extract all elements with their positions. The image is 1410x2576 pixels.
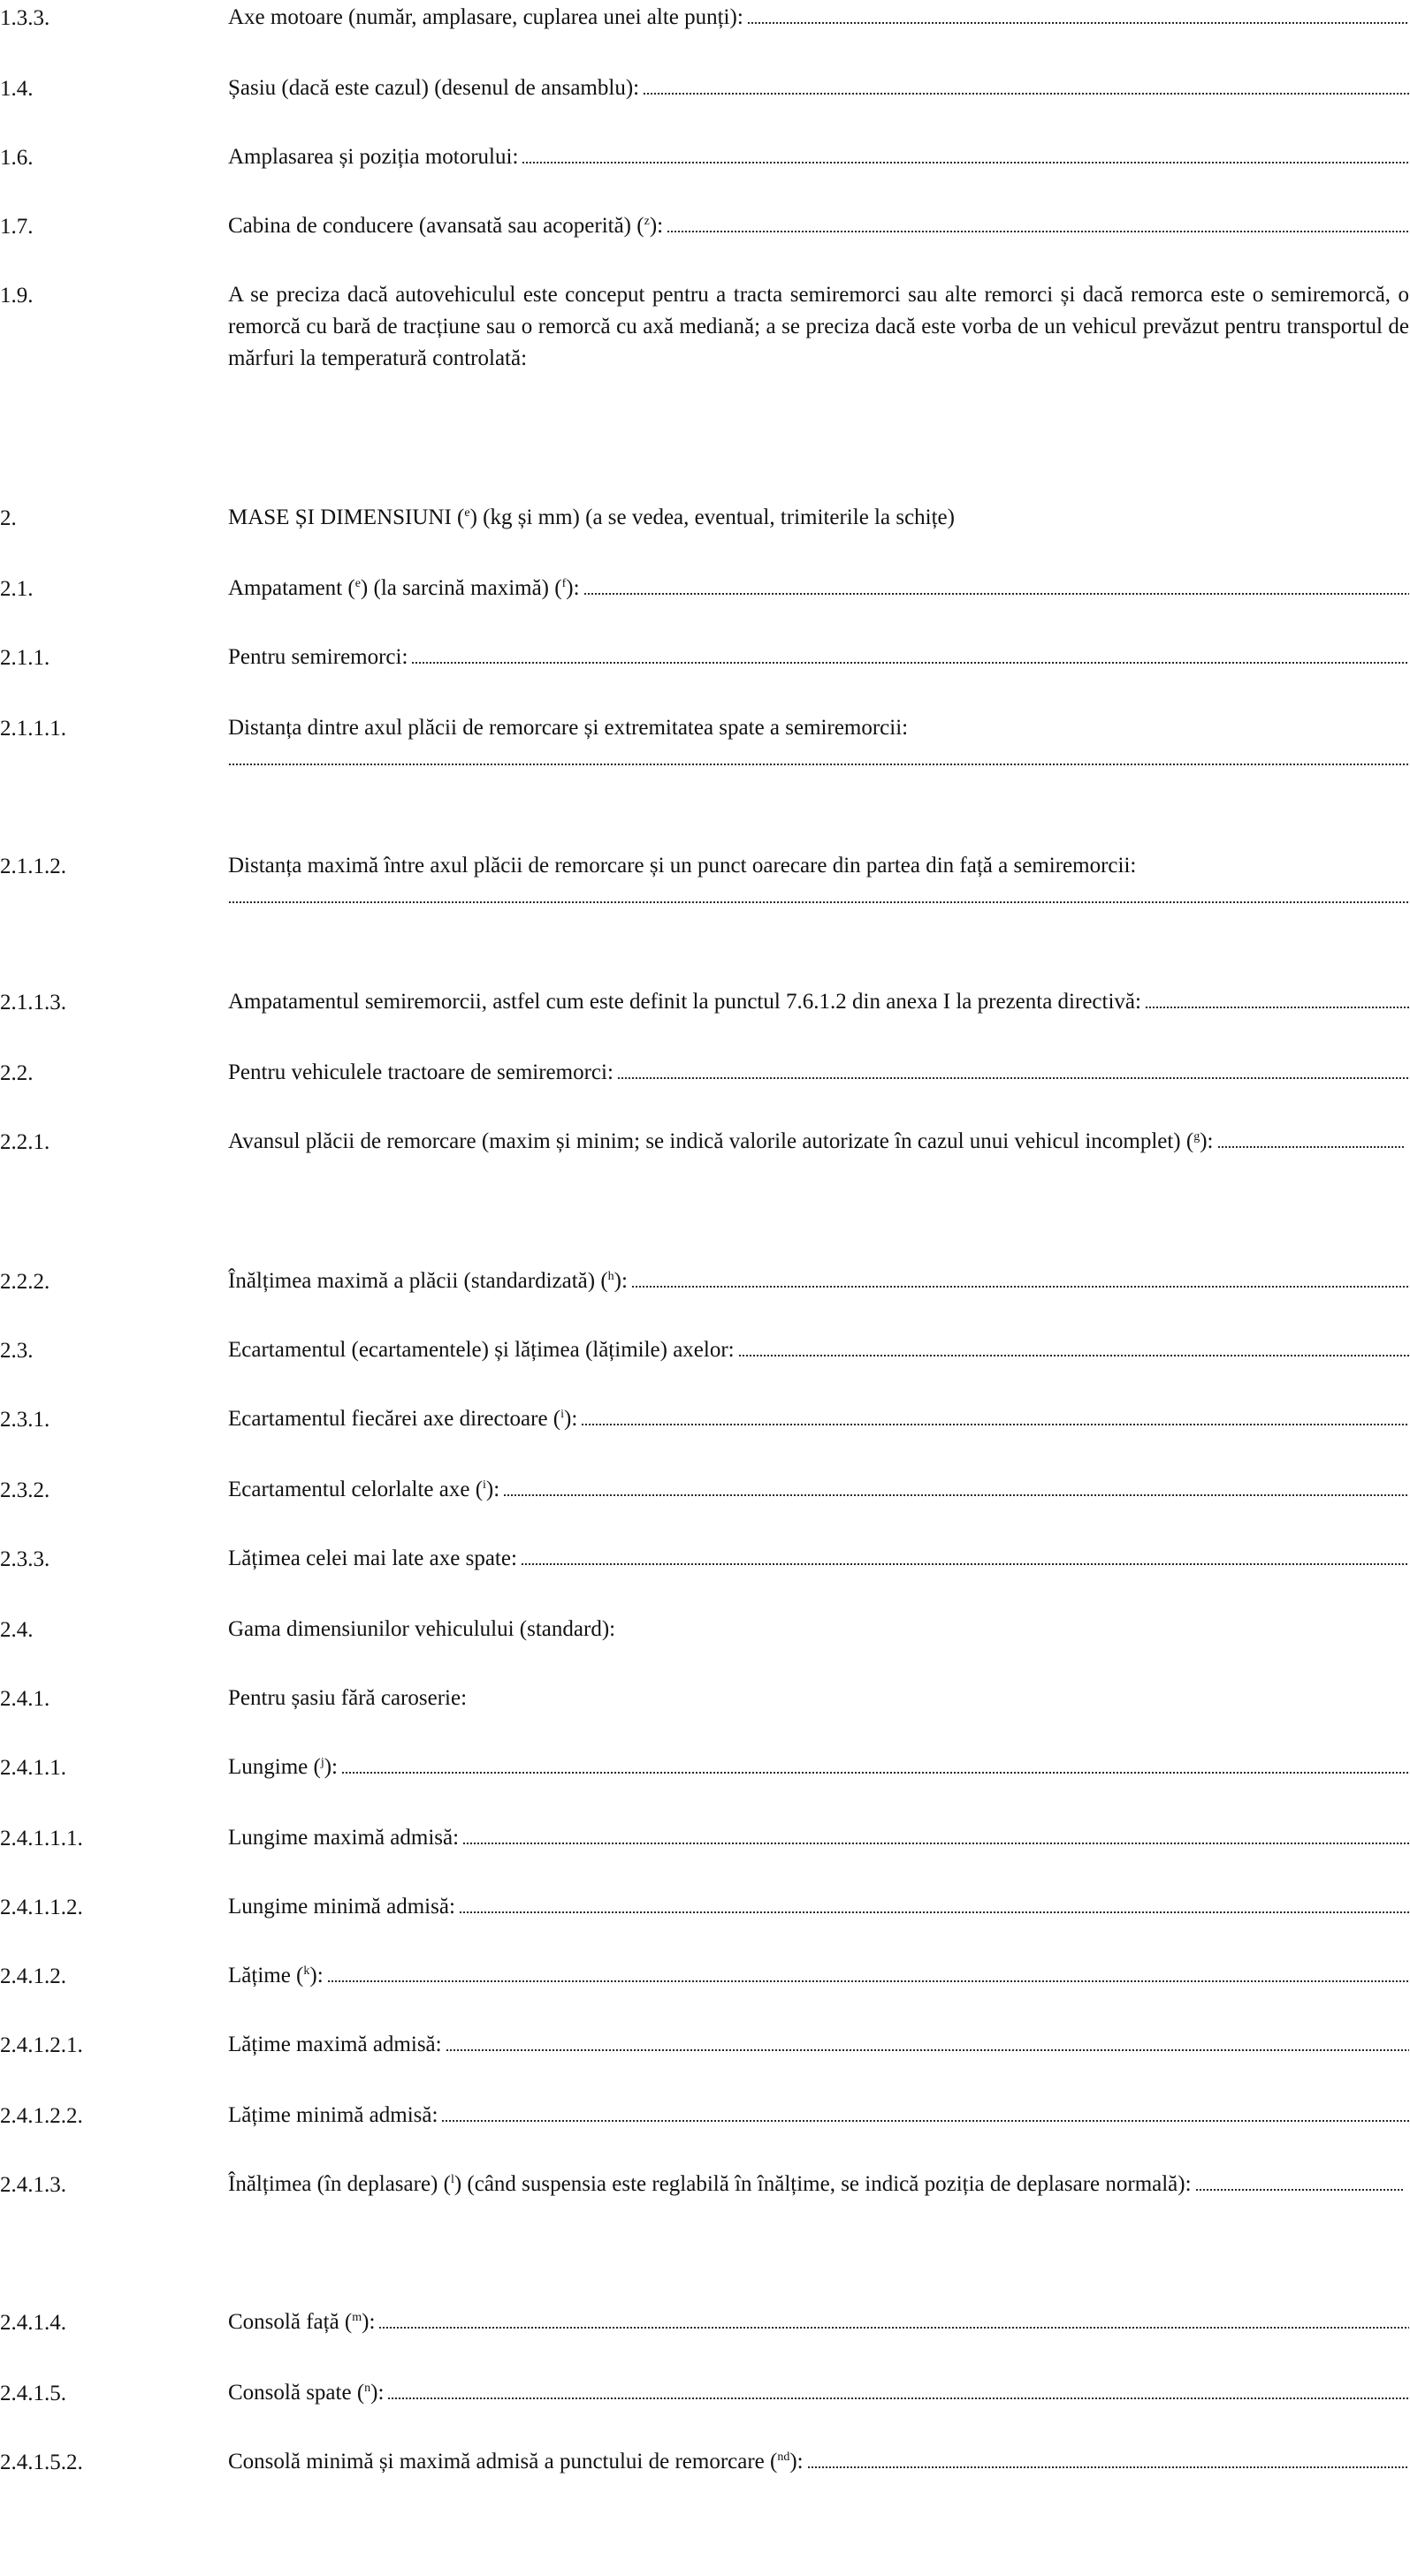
- footnote-ref: e: [464, 506, 470, 520]
- item-label: [228, 1614, 615, 1645]
- item-label: [228, 1403, 577, 1435]
- item-number: 2.4.1.3.: [0, 2173, 66, 2197]
- item-label: [228, 1543, 517, 1575]
- label-text: ):: [564, 1407, 578, 1431]
- dotted-fill-line[interactable]: [807, 2466, 1409, 2468]
- item-text: [228, 2029, 1409, 2061]
- footnote-ref: f: [561, 577, 567, 590]
- item-label: [228, 854, 1136, 878]
- label-text: Pentru semiremorci:: [228, 645, 408, 669]
- label-text: Ecartamentul (ecartamentele) și lățimea (lățimile) axelor:: [228, 1338, 735, 1362]
- dotted-fill-line[interactable]: [1217, 1146, 1405, 1148]
- label-text: Consolă față (: [228, 2310, 353, 2334]
- dotted-fill-line[interactable]: [1145, 1007, 1409, 1008]
- item-number: 2.3.2.: [0, 1478, 50, 1502]
- item-text: [228, 2100, 1409, 2131]
- item-text: [228, 2, 1409, 34]
- dotted-fill-line[interactable]: [667, 231, 1409, 232]
- item-text: [228, 1960, 1409, 1992]
- footnote-ref: h: [607, 1270, 614, 1283]
- item-label: [228, 1822, 459, 1854]
- label-text: Înălțimea maximă a plăcii (standardizată) (: [228, 1269, 608, 1293]
- item-text: [228, 1683, 1409, 1714]
- item-number: 2.4.1.2.1.: [0, 2033, 83, 2057]
- label-text: ):: [566, 576, 580, 600]
- item-text: [228, 72, 1409, 104]
- item-text: [228, 141, 1409, 173]
- item-number: 2.4.1.1.1.: [0, 1827, 83, 1850]
- label-text: Consolă minimă și maximă admisă a punctului de remorcare (: [228, 2450, 778, 2473]
- label-text: ):: [1200, 1129, 1214, 1153]
- item-text: [228, 2169, 1409, 2200]
- item-text: [228, 642, 1409, 673]
- dotted-fill-line[interactable]: [521, 1563, 1409, 1565]
- item-number: 2.4.1.: [0, 1687, 50, 1711]
- dotted-fill-line[interactable]: [631, 1286, 1409, 1288]
- label-text: ):: [370, 2381, 385, 2405]
- item-number: 2.1.1.: [0, 646, 50, 670]
- dotted-fill-line[interactable]: [522, 162, 1409, 163]
- item-text: [228, 210, 1409, 242]
- item-label: [228, 1057, 614, 1089]
- item-text: [228, 1822, 1409, 1854]
- item-label: [228, 1752, 338, 1783]
- label-text: Lungime (: [228, 1755, 321, 1779]
- label-text: A se preciza dacă autovehiculul este conceput pentru a tracta semiremorci sau alte remorci și dacă remorca este o semiremorcă, o remorcă cu bară de tracțiune sau o remorcă cu axă mediană; a se preciza dacă este vorba de un vehicul prevăzut pentru transportul de mărfuri la temperatură controlată:: [228, 283, 1409, 370]
- footnote-ref: i: [560, 1408, 565, 1421]
- item-number: 2.3.3.: [0, 1547, 50, 1571]
- label-text: Distanța maximă între axul plăcii de remorcare și un punct oarecare din partea din față a semiremorcii:: [228, 854, 1137, 878]
- item-label: [228, 1474, 499, 1506]
- item-text: [228, 1057, 1409, 1089]
- label-text: Gama dimensiunilor vehiculului (standard):: [228, 1617, 616, 1641]
- label-text: ):: [485, 1478, 500, 1501]
- item-label: [228, 2377, 384, 2409]
- footnote-ref: n: [364, 2382, 371, 2395]
- item-label: [228, 1265, 628, 1297]
- footnote-ref: g: [1193, 1130, 1200, 1144]
- item-text: [228, 279, 1409, 375]
- dotted-fill-line[interactable]: [1195, 2189, 1404, 2191]
- item-label: [228, 2446, 804, 2478]
- item-number: 2.4.1.2.: [0, 1964, 66, 1988]
- item-label: [228, 986, 1141, 1018]
- item-number: 2.2.2.: [0, 1270, 50, 1294]
- dotted-fill-line[interactable]: [643, 93, 1409, 95]
- footnote-ref: l: [450, 2173, 454, 2186]
- item-number: 1.7.: [0, 215, 34, 239]
- dotted-fill-line[interactable]: [378, 2327, 1409, 2329]
- item-text: [228, 1891, 1409, 1923]
- item-label: [228, 2306, 375, 2338]
- item-number: 2.: [0, 506, 17, 530]
- dotted-fill-line[interactable]: [503, 1494, 1409, 1496]
- item-label: [228, 1891, 455, 1923]
- label-text: ):: [324, 1755, 339, 1779]
- item-text: [228, 2446, 1409, 2478]
- label-text: Lățime maximă admisă:: [228, 2033, 442, 2056]
- item-label: [228, 573, 580, 604]
- item-number: 2.4.1.5.: [0, 2382, 66, 2405]
- footnote-ref: m: [352, 2311, 362, 2324]
- item-text: [228, 1614, 1409, 1645]
- item-label: [228, 210, 663, 242]
- dotted-fill-line[interactable]: [747, 22, 1409, 24]
- label-text: ):: [789, 2450, 804, 2473]
- footnote-ref: e: [354, 577, 361, 590]
- item-number: 2.1.: [0, 577, 34, 601]
- dotted-fill-line[interactable]: [341, 1772, 1409, 1774]
- label-text: ):: [362, 2310, 376, 2334]
- label-text: Lungime maximă admisă:: [228, 1826, 460, 1850]
- item-label: [228, 642, 408, 673]
- item-label: [228, 2029, 442, 2061]
- dotted-fill-line[interactable]: [581, 1424, 1409, 1425]
- dotted-fill-line[interactable]: [441, 2120, 1409, 2122]
- label-text: Pentru șasiu fără caroserie:: [228, 1686, 468, 1710]
- footnote-ref: i: [483, 1478, 486, 1492]
- label-text: Ecartamentul celorlalte axe (: [228, 1478, 484, 1501]
- label-text: Amplasarea și poziția motorului:: [228, 145, 519, 169]
- label-text: Lățime (: [228, 1964, 304, 1987]
- item-label: [228, 716, 908, 740]
- dotted-fill-line[interactable]: [411, 662, 1409, 664]
- item-label: [228, 1683, 467, 1714]
- dotted-fill-line[interactable]: [228, 901, 1409, 903]
- dotted-fill-line[interactable]: [462, 1843, 1409, 1844]
- label-text: Consolă spate (: [228, 2381, 365, 2405]
- item-number: 2.4.1.2.2.: [0, 2104, 83, 2128]
- item-number: 1.9.: [0, 284, 34, 308]
- label-text: ):: [309, 1964, 324, 1987]
- item-text: [228, 573, 1409, 604]
- item-number: 1.6.: [0, 146, 34, 170]
- dotted-fill-line[interactable]: [459, 1911, 1409, 1913]
- item-label: [228, 502, 955, 534]
- item-label: [228, 1960, 324, 1992]
- item-text: [228, 1403, 1409, 1435]
- dotted-fill-line[interactable]: [583, 593, 1409, 595]
- dotted-fill-line[interactable]: [617, 1077, 1409, 1079]
- dotted-fill-line[interactable]: [738, 1355, 1409, 1356]
- item-number: 1.3.3.: [0, 6, 50, 30]
- label-text: Lățimea celei mai late axe spate:: [228, 1546, 517, 1570]
- item-text: [228, 1334, 1409, 1366]
- item-number: 2.4.1.1.2.: [0, 1896, 83, 1919]
- label-text: Șasiu (dacă este cazul) (desenul de ansamblu):: [228, 76, 640, 100]
- item-text: [228, 1474, 1409, 1506]
- dotted-fill-line[interactable]: [228, 764, 1409, 765]
- item-text: [228, 1265, 1409, 1297]
- item-label: [228, 1129, 1214, 1153]
- dotted-fill-line[interactable]: [327, 1980, 1409, 1982]
- item-text: [228, 2306, 1409, 2338]
- item-label: [228, 72, 639, 104]
- item-number: 2.2.: [0, 1061, 34, 1085]
- dotted-fill-line[interactable]: [446, 2049, 1409, 2051]
- label-text: Cabina de conducere (avansată sau acoperită) (: [228, 214, 644, 238]
- label-text: Axe motoare (număr, amplasare, cuplarea unei alte punți):: [228, 5, 743, 29]
- item-label: [228, 2172, 1192, 2196]
- label-text: Pentru vehiculele tractoare de semiremorci:: [228, 1060, 614, 1084]
- footnote-ref: z: [644, 215, 650, 228]
- item-number: 2.4.1.1.: [0, 1756, 66, 1780]
- footnote-ref: nd: [777, 2451, 790, 2464]
- item-label: [228, 1334, 735, 1366]
- item-number: 2.1.1.1.: [0, 717, 66, 741]
- label-text: ) (când suspensia este reglabilă în înălțime, se indică poziția de deplasare normală):: [453, 2172, 1192, 2196]
- dotted-fill-line[interactable]: [387, 2397, 1409, 2399]
- item-number: 2.4.1.4.: [0, 2311, 66, 2335]
- label-text: ):: [614, 1269, 628, 1293]
- item-text: [228, 1126, 1409, 1158]
- label-text: Înălțimea (în deplasare) (: [228, 2172, 451, 2196]
- item-text: [228, 712, 1409, 765]
- label-text: Ampatamentul semiremorcii, astfel cum este definit la punctul 7.6.1.2 din anexa I la prezenta directivă:: [228, 990, 1141, 1014]
- item-number: 2.2.1.: [0, 1130, 50, 1154]
- label-text: Distanța dintre axul plăcii de remorcare și extremitatea spate a semiremorcii:: [228, 716, 909, 740]
- label-text: Avansul plăcii de remorcare (maxim și minim; se indică valorile autorizate în cazul unui vehicul incomplet) (: [228, 1129, 1194, 1153]
- label-text: Lățime minimă admisă:: [228, 2103, 438, 2127]
- item-label: [228, 2, 743, 34]
- item-label: [228, 141, 518, 173]
- label-text: Ecartamentul fiecărei axe directoare (: [228, 1407, 561, 1431]
- item-number: 1.4.: [0, 77, 34, 101]
- label-text: ) (la sarcină maximă) (: [360, 576, 562, 600]
- item-text: [228, 502, 1409, 534]
- item-text: [228, 2377, 1409, 2409]
- item-text: [228, 986, 1409, 1018]
- item-number: 2.3.: [0, 1339, 34, 1363]
- item-text: [228, 1543, 1409, 1575]
- label-text: Ampatament (: [228, 576, 355, 600]
- item-text: [228, 1752, 1409, 1783]
- item-number: 2.4.1.5.2.: [0, 2451, 83, 2474]
- label-text: MASE ȘI DIMENSIUNI (: [228, 505, 465, 529]
- footnote-ref: k: [303, 1964, 310, 1978]
- item-number: 2.3.1.: [0, 1408, 50, 1432]
- item-label: [228, 283, 1409, 370]
- item-text: [228, 850, 1409, 903]
- label-text: ) (kg și mm) (a se vedea, eventual, trimiterile la schițe): [469, 505, 955, 529]
- item-number: 2.4.: [0, 1618, 34, 1642]
- label-text: ):: [649, 214, 664, 238]
- item-label: [228, 2100, 438, 2131]
- footnote-ref: j: [320, 1756, 324, 1769]
- label-text: Lungime minimă admisă:: [228, 1895, 455, 1919]
- item-number: 2.1.1.3.: [0, 991, 66, 1014]
- item-number: 2.1.1.2.: [0, 855, 66, 878]
